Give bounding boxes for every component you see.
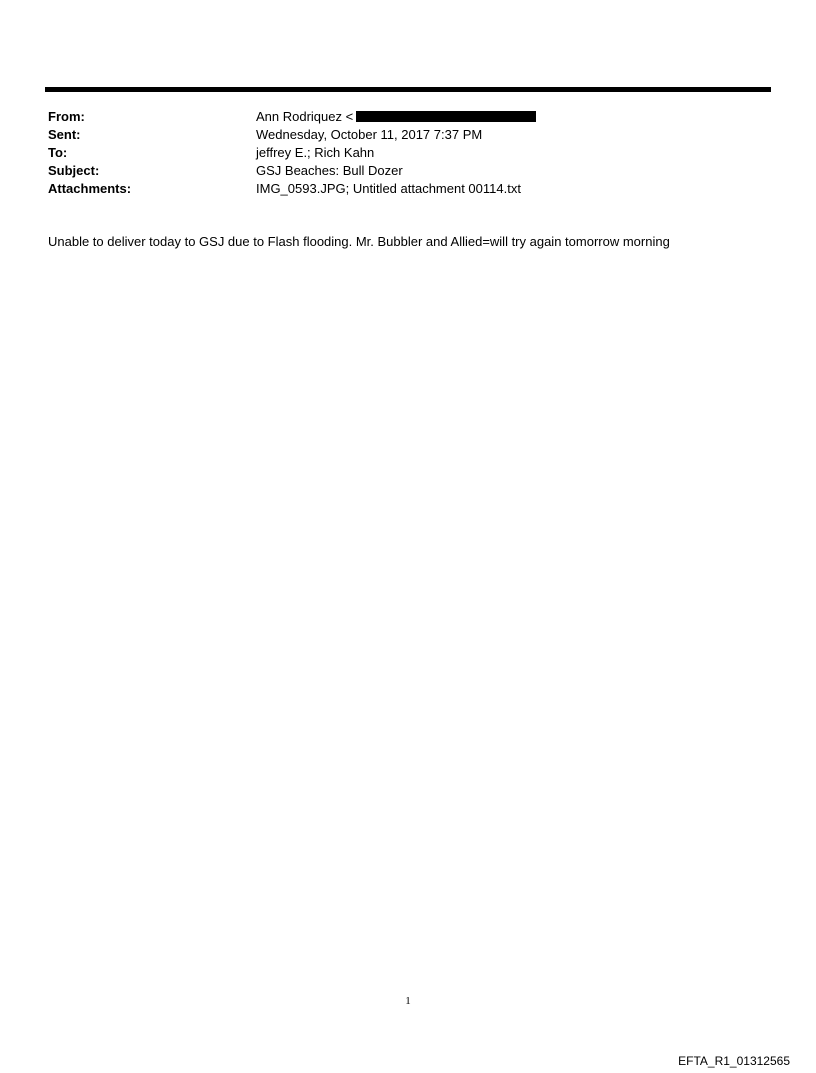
sent-value: Wednesday, October 11, 2017 7:37 PM xyxy=(256,127,483,142)
subject-value: GSJ Beaches: Bull Dozer xyxy=(256,163,403,178)
page-number: 1 xyxy=(405,995,411,1007)
to-label: To: xyxy=(48,145,68,160)
redaction-block xyxy=(356,111,536,122)
from-name: Ann Rodriquez < xyxy=(256,109,354,124)
from-label: From: xyxy=(48,109,85,124)
email-body: Unable to deliver today to GSJ due to Flash flooding. Mr. Bubbler and Allied=will try again tomorrow morning xyxy=(48,234,670,249)
from-row xyxy=(48,108,768,126)
attachments-label: Attachments: xyxy=(48,181,132,196)
attachments-value: IMG_0593.JPG; Untitled attachment 00114.txt xyxy=(256,181,521,196)
from-value xyxy=(256,108,768,126)
sent-row xyxy=(48,126,768,144)
sent-label: Sent: xyxy=(48,127,81,142)
document-id: EFTA_R1_01312565 xyxy=(678,1054,790,1068)
header-divider xyxy=(45,87,771,92)
attachments-row xyxy=(48,180,768,198)
subject-row xyxy=(48,162,768,180)
to-value: jeffrey E.; Rich Kahn xyxy=(256,145,375,160)
subject-label: Subject: xyxy=(48,163,100,178)
email-header xyxy=(48,108,768,198)
to-row xyxy=(48,144,768,162)
